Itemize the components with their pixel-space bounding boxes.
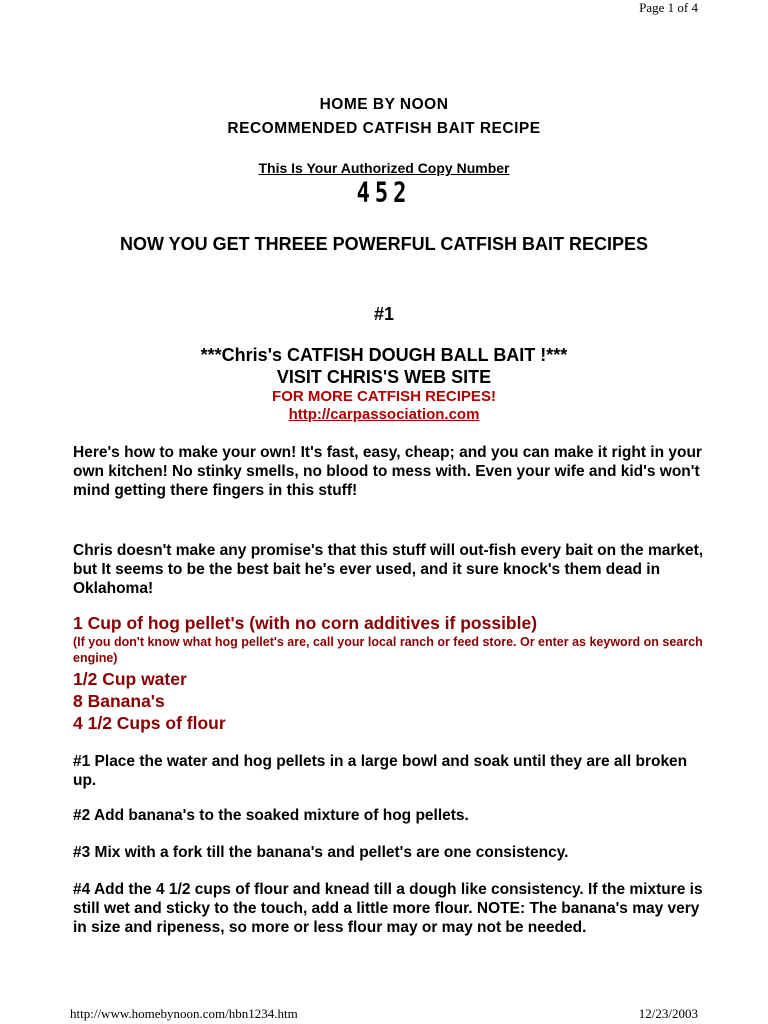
ingredient-list	[73, 612, 713, 734]
disclaimer-paragraph: Chris doesn't make any promise's that this stuff will out-fish every bait on the market, but It seems to be the best bait he's ever used, and it sure knock's them dead in Oklahoma!	[73, 542, 704, 597]
visit-website: VISIT CHRIS'S WEB SITE	[276, 367, 492, 387]
step-3: #3 Mix with a fork till the banana's and pellet's are one consistency.	[73, 844, 569, 861]
ingredient-item: 1/2 Cup water	[73, 669, 187, 689]
footer-url: http://www.homebynoon.com/hbn1234.htm	[70, 1006, 298, 1021]
ingredient-note: (If you don't know what hog pellet's are, call your local ranch or feed store. Or enter as keyword on search engine)	[73, 635, 703, 665]
intro-paragraph: Here's how to make your own! It's fast, easy, cheap; and you can make it right in your own kitchen! No stinky smells, no blood to mess with. Even your wife and kid's won't mind getting there fingers in this stuff!	[73, 444, 702, 499]
recipe-heading: RECOMMENDED CATFISH BAIT RECIPE	[227, 120, 541, 137]
step-4: #4 Add the 4 1/2 cups of flour and knead till a dough like consistency. If the mixture is still wet and sticky to the touch, add a little more flour. NOTE: The banana's may very in size and ripeness, so more or less flour may or may not be needed.	[73, 881, 703, 936]
headline: NOW YOU GET THREEE POWERFUL CATFISH BAIT RECIPES	[119, 234, 649, 254]
copy-number-label: This Is Your Authorized Copy Number	[258, 160, 510, 176]
copy-number: 452	[356, 177, 412, 210]
more-recipes-text: FOR MORE CATFISH RECIPES!	[272, 388, 496, 405]
document-title	[0, 93, 768, 141]
footer-date: 12/23/2003	[638, 1006, 698, 1021]
step-2: #2 Add banana's to the soaked mixture of hog pellets.	[73, 807, 469, 824]
website-link[interactable]: http://carpassociation.com	[288, 406, 480, 423]
more-recipes-block	[0, 388, 768, 424]
ingredient-item: 8 Banana's	[73, 691, 165, 711]
recipe-number: #1	[373, 304, 395, 324]
step-1: #1 Place the water and hog pellets in a large bowl and soak until they are all broken up.	[73, 753, 688, 789]
ingredient-item: 1 Cup of hog pellet's (with no corn additives if possible)	[73, 613, 538, 633]
brand-name: HOME BY NOON	[319, 96, 449, 113]
recipe-title: ***Chris's CATFISH DOUGH BALL BAIT !***	[200, 345, 568, 365]
ingredient-item: 4 1/2 Cups of flour	[73, 713, 226, 733]
recipe-title-block	[0, 344, 768, 388]
page-indicator: Page 1 of 4	[639, 0, 698, 15]
